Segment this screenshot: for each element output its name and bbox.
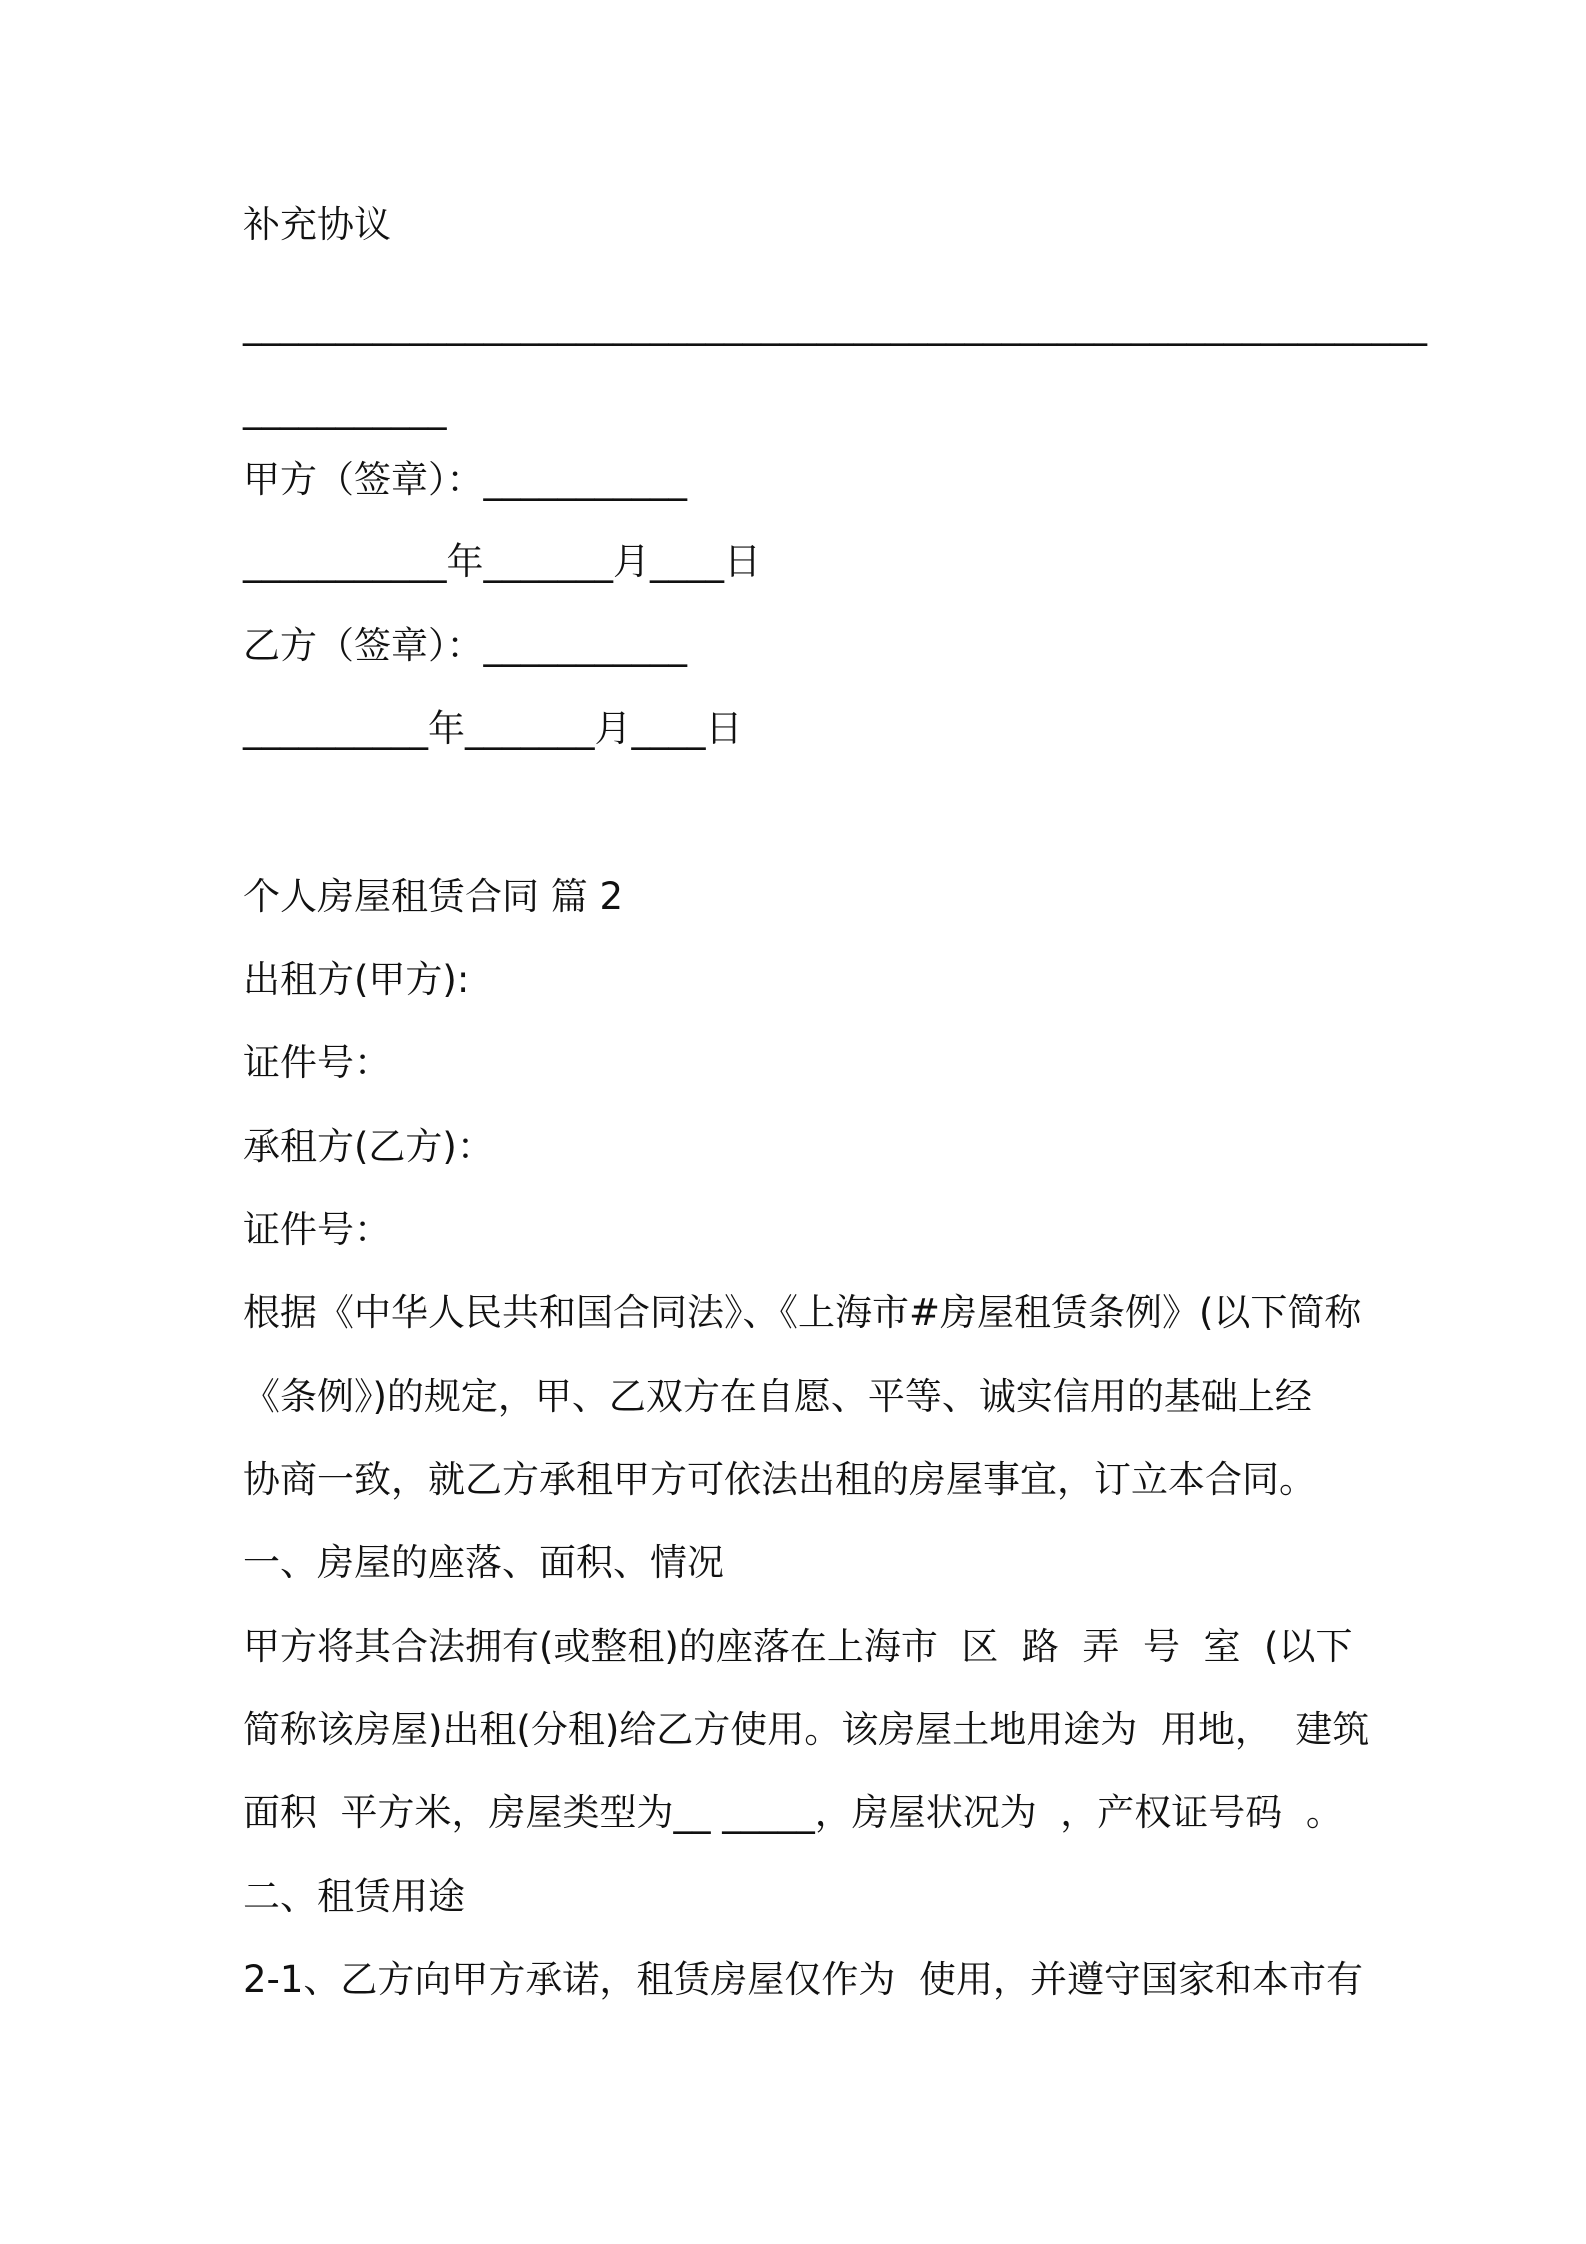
lessee-id-label: 证件号： — [243, 1208, 391, 1251]
party-a-date-line: ___________年_______月____日 — [243, 540, 761, 583]
preamble-line: 协商一致，就乙方承租甲方可依法出租的房屋事宜，订立本合同。 — [243, 1458, 1316, 1501]
section-1-line: 甲方将其合法拥有(或整租)的座落在上海市 区 路 弄 号 室 (以下 — [243, 1625, 1353, 1668]
lessor-id-label: 证件号： — [243, 1041, 391, 1084]
party-a-signature-line: 甲方（签章）：___________ — [243, 458, 687, 501]
contract-title: 个人房屋租赁合同 篇 2 — [243, 875, 624, 918]
supplement-rule-line-1: ________________________________________________________________ — [243, 303, 1427, 346]
section-1-heading: 一、房屋的座落、面积、情况 — [243, 1541, 724, 1584]
lessee-label: 承租方(乙方)： — [243, 1125, 494, 1168]
supplement-title: 补充协议 — [243, 203, 391, 246]
section-2-line: 2-1、乙方向甲方承诺，租赁房屋仅作为 使用，并遵守国家和本市有 — [243, 1958, 1363, 2001]
preamble-line: 根据《中华人民共和国合同法》、《上海市#房屋租赁条例》(以下简称 — [243, 1291, 1362, 1334]
section-1-line: 面积 平方米，房屋类型为__ _____，房屋状况为 ，产权证号码 。 — [243, 1791, 1343, 1834]
preamble-line: 《条例》)的规定，甲、乙双方在自愿、平等、诚实信用的基础上经 — [243, 1375, 1312, 1418]
party-b-date-line: __________年_______月____日 — [243, 707, 743, 750]
lessor-label: 出租方(甲方): — [243, 958, 470, 1001]
party-b-signature-line: 乙方（签章）：___________ — [243, 624, 687, 667]
supplement-rule-line-2: ___________ — [243, 387, 447, 430]
section-2-heading: 二、租赁用途 — [243, 1875, 465, 1918]
section-1-line: 简称该房屋)出租(分租)给乙方使用。该房屋土地用途为 用地， 建筑 — [243, 1708, 1370, 1751]
